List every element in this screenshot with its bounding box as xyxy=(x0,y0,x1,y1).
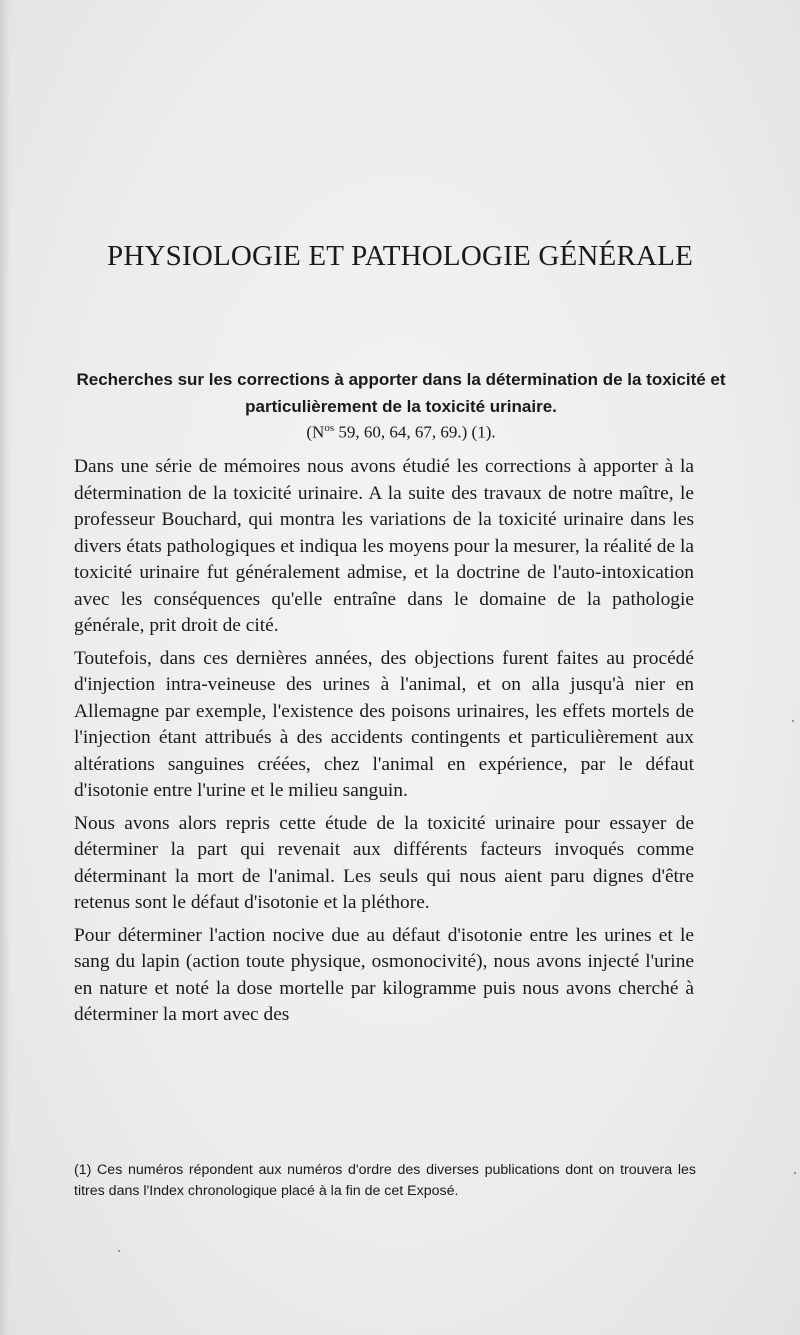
paragraph-2: Toutefois, dans ces dernières années, des objections furent faites au procédé d'injection intra-veineuse des urines à l'animal, et on alla jusqu'à nier en Allemagne par exemple, l'existence des poisons urinaires, les effets mortels de l'injection étant attribués à des accidents contingents et particulièrement aux altérations sanguines créées, chez l'animal en expérience, par le défaut d'isotonie entre l'urine et le milieu sanguin. xyxy=(74,647,694,801)
numbers-prefix: (N xyxy=(306,422,325,442)
paragraph-3: Nous avons alors repris cette étude de la toxicité urinaire pour essayer de déterminer la part qui revenait aux différents facteurs invoqués comme déterminant la mort de l'animal. Les seuls qui nous aient paru dignes d'être retenus sont le défaut d'isotonie et la pléthore. xyxy=(74,812,694,913)
paper-speck xyxy=(118,1250,120,1252)
article-subtitle: Recherches sur les corrections à apporter dans la détermination de la toxicité et particulièrement de la toxicité urinaire. xyxy=(76,370,726,416)
section-title: PHYSIOLOGIE ET PATHOLOGIE GÉNÉRALE xyxy=(107,240,693,272)
paragraph-1: Dans une série de mémoires nous avons étudié les corrections à apporter à la détermination de la toxicité urinaire. A la suite des travaux de notre maître, le professeur Bouchard, qui montra les variations de la toxicité urinaire dans les divers états pathologiques et indiqua les moyens pour la mesurer, la réalité de la toxicité urinaire fut généralement admise, et la doctrine de l'auto-intoxication avec les conséquences qu'elle entraîne dans le domaine de la pathologie générale, prit droit de cité. xyxy=(74,456,694,636)
publication-numbers xyxy=(72,422,730,443)
paragraph-4: Pour déterminer l'action nocive due au défaut d'isotonie entre les urines et le sang du lapin (action toute physique, osmonocivité), nous avons injecté l'urine en nature et noté la dose mortelle par kilogramme puis nous avons cherché à déterminer la mort avec des xyxy=(74,924,694,1025)
footnote: (1) Ces numéros répondent aux numéros d'ordre des diverses publications dont on trouvera les titres dans l'Index chronologique placé à la fin de cet Exposé. xyxy=(74,1162,696,1199)
paper-speck xyxy=(794,1172,796,1174)
numbers-superscript: os xyxy=(324,422,335,434)
body-text xyxy=(74,454,694,1035)
numbers-list: 59, 60, 64, 67, 69.) (1). xyxy=(334,422,496,442)
page-edge-shadow xyxy=(0,0,10,1335)
paper-speck xyxy=(792,720,794,722)
